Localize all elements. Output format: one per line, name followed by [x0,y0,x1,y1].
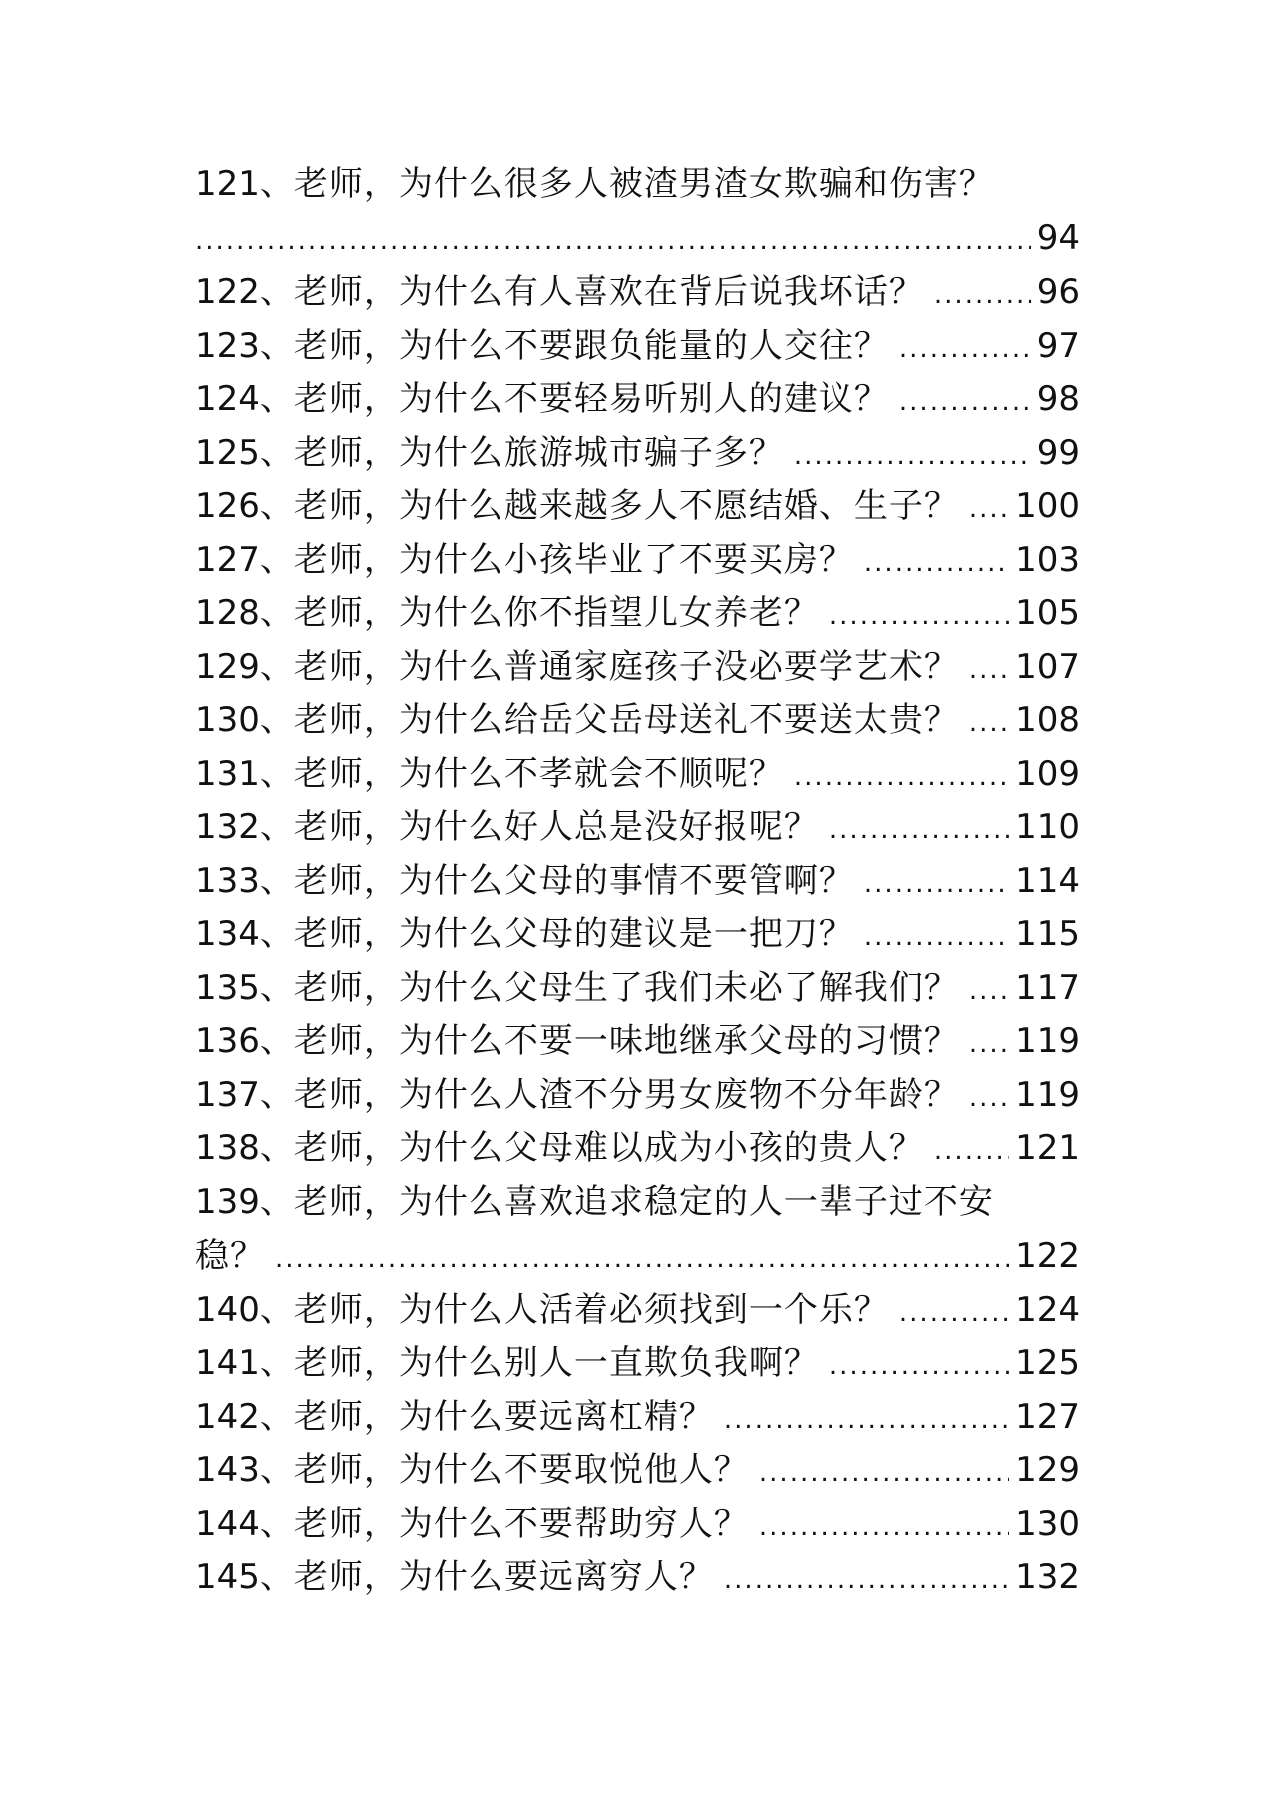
toc-entry-number: 145、 [195,1557,294,1597]
toc-entry [195,427,1080,481]
toc-entry-number: 126、 [195,486,294,526]
toc-entry [195,1337,1080,1391]
toc-entry-number: 143、 [195,1450,294,1490]
toc-entry [195,320,1080,374]
toc-entry-number: 132、 [195,807,294,847]
toc-entry-page: 129 [1015,1450,1080,1490]
toc-entry-number: 125、 [195,432,294,473]
toc-entry-page: 103 [1015,539,1080,580]
toc-leader-dots [969,965,1009,1019]
toc-entry-page: 127 [1015,1396,1080,1437]
toc-entry-title: 老师，为什么不要帮助穷人？ [293,1503,749,1544]
toc-entry-page: 108 [1015,700,1080,740]
toc-entry-number: 134、 [195,914,294,954]
toc-leader-dots [864,911,1009,965]
table-of-contents [195,158,1080,1605]
toc-entry-page: 94 [1036,218,1080,258]
toc-entry-title: 老师，为什么别人一直欺负我啊？ [293,1343,819,1383]
toc-entry-page: 122 [1015,1235,1080,1276]
toc-entry-number: 144、 [195,1503,294,1544]
toc-entry-page: 130 [1015,1503,1080,1544]
toc-entry-title: 老师，为什么喜欢追求稳定的人一辈子过不安 [293,1181,994,1222]
toc-entry-page: 121 [1015,1128,1080,1168]
toc-leader-dots [275,1233,1009,1287]
toc-entry [195,748,1080,802]
toc-entry-page: 105 [1015,593,1080,633]
toc-entry-title: 老师，为什么不要一味地继承父母的习惯？ [293,1021,959,1061]
toc-leader-dots [969,1018,1009,1072]
toc-entry-page: 109 [1015,753,1080,794]
toc-leader-dots [794,430,1031,484]
toc-entry-title: 老师，为什么你不指望儿女养老？ [293,593,819,633]
toc-entry-page: 115 [1015,914,1080,954]
toc-leader-dots [899,1287,1009,1341]
toc-leader-dots [934,1125,1009,1179]
toc-entry [195,1015,1080,1069]
toc-leader-dots [969,697,1009,751]
toc-entry [195,641,1080,695]
toc-leader-dots [759,1501,1009,1555]
toc-entry [195,534,1080,588]
toc-entry-number: 127、 [195,539,294,580]
toc-entry-title: 老师，为什么旅游城市骗子多？ [293,432,784,473]
toc-leader-dots [759,1447,1009,1501]
toc-entry-title: 老师，为什么普通家庭孩子没必要学艺术？ [293,646,959,687]
toc-leader-dots [934,269,1031,323]
toc-entry-number: 135、 [195,967,294,1008]
toc-entry-line1 [195,158,1080,212]
toc-entry [195,855,1080,909]
toc-entry-line1 [195,1176,1080,1230]
toc-entry-number: 131、 [195,753,294,794]
toc-entry-page: 119 [1015,1021,1080,1061]
toc-leader-dots [794,751,1009,805]
toc-entry [195,587,1080,641]
toc-entry-number: 138、 [195,1128,294,1168]
toc-leader-dots [899,323,1031,377]
toc-entry-title: 老师，为什么有人喜欢在背后说我坏话？ [293,272,924,312]
toc-entry-title: 老师，为什么父母的事情不要管啊？ [293,860,854,901]
toc-entry-page: 97 [1036,325,1080,366]
toc-leader-dots [969,483,1009,537]
toc-entry-number: 124、 [195,379,294,419]
toc-leader-dots [864,537,1009,591]
toc-entry-page: 114 [1015,860,1080,901]
toc-leader-dots [864,858,1009,912]
toc-entry-title: 老师，为什么好人总是没好报呢？ [293,807,819,847]
toc-leader-dots [195,215,1031,269]
toc-entry-title: 老师，为什么父母生了我们未必了解我们？ [293,967,959,1008]
toc-entry-number: 129、 [195,646,294,687]
toc-entry [195,1551,1080,1605]
toc-entry-number: 136、 [195,1021,294,1061]
toc-entry-number: 123、 [195,325,294,366]
toc-entry [195,373,1080,427]
toc-entry [195,1284,1080,1338]
toc-entry [195,480,1080,534]
toc-entry [195,801,1080,855]
toc-entry-page: 99 [1036,432,1080,473]
toc-entry-title: 老师，为什么不要轻易听别人的建议？ [293,379,889,419]
toc-entry [195,694,1080,748]
toc-entry-page: 124 [1015,1289,1080,1330]
toc-entry [195,266,1080,320]
toc-entry-line2 [195,1230,1080,1284]
toc-entry-number: 142、 [195,1396,294,1437]
toc-leader-dots [724,1554,1009,1608]
toc-leader-dots [899,376,1031,430]
toc-entry-page: 110 [1015,807,1080,847]
toc-entry-title: 老师，为什么人活着必须找到一个乐？ [293,1289,889,1330]
toc-entry-page: 100 [1015,486,1080,526]
toc-entry [195,908,1080,962]
toc-entry-page: 125 [1015,1343,1080,1383]
toc-entry-number: 133、 [195,860,294,901]
toc-entry-number: 140、 [195,1289,294,1330]
toc-leader-dots [829,590,1009,644]
toc-entry-number: 121、 [195,164,294,204]
toc-leader-dots [829,1340,1009,1394]
toc-entry-title: 老师，为什么很多人被渣男渣女欺骗和伤害？ [293,164,994,204]
toc-entry [195,1391,1080,1445]
toc-entry-title: 老师，为什么要远离杠精？ [293,1396,714,1437]
toc-entry-page: 96 [1036,272,1080,312]
toc-entry [195,962,1080,1016]
toc-entry-number: 137、 [195,1074,294,1115]
toc-entry-number: 122、 [195,272,294,312]
toc-entry-title: 老师，为什么越来越多人不愿结婚、生子？ [293,486,959,526]
toc-leader-dots [829,804,1009,858]
toc-entry [195,1498,1080,1552]
toc-entry-page: 98 [1036,379,1080,419]
toc-entry-page: 132 [1015,1557,1080,1597]
toc-leader-dots [724,1394,1009,1448]
toc-entry-title: 老师，为什么小孩毕业了不要买房？ [293,539,854,580]
toc-entry-line2 [195,212,1080,266]
toc-entry [195,158,1080,266]
toc-entry-page: 117 [1015,967,1080,1008]
toc-entry [195,1069,1080,1123]
toc-entry-title: 老师，为什么不要跟负能量的人交往？ [293,325,889,366]
toc-entry-title: 老师，为什么人渣不分男女废物不分年龄？ [293,1074,959,1115]
toc-entry [195,1176,1080,1284]
toc-entry [195,1122,1080,1176]
toc-leader-dots [969,644,1009,698]
toc-entry-number: 141、 [195,1343,294,1383]
toc-entry-title: 老师，为什么父母难以成为小孩的贵人？ [293,1128,924,1168]
toc-entry-page: 107 [1015,646,1080,687]
toc-leader-dots [969,1072,1009,1126]
toc-entry-page: 119 [1015,1074,1080,1115]
toc-entry-number: 139、 [195,1181,294,1222]
toc-entry-title: 老师，为什么父母的建议是一把刀？ [293,914,854,954]
toc-entry-title: 老师，为什么不孝就会不顺呢？ [293,753,784,794]
toc-entry-title-continued: 稳？ [195,1235,265,1276]
toc-entry-title: 老师，为什么要远离穷人？ [293,1557,714,1597]
toc-entry-number: 130、 [195,700,294,740]
toc-entry-title: 老师，为什么给岳父岳母送礼不要送太贵？ [293,700,959,740]
toc-entry-title: 老师，为什么不要取悦他人？ [293,1450,749,1490]
toc-entry-number: 128、 [195,593,294,633]
toc-entry [195,1444,1080,1498]
